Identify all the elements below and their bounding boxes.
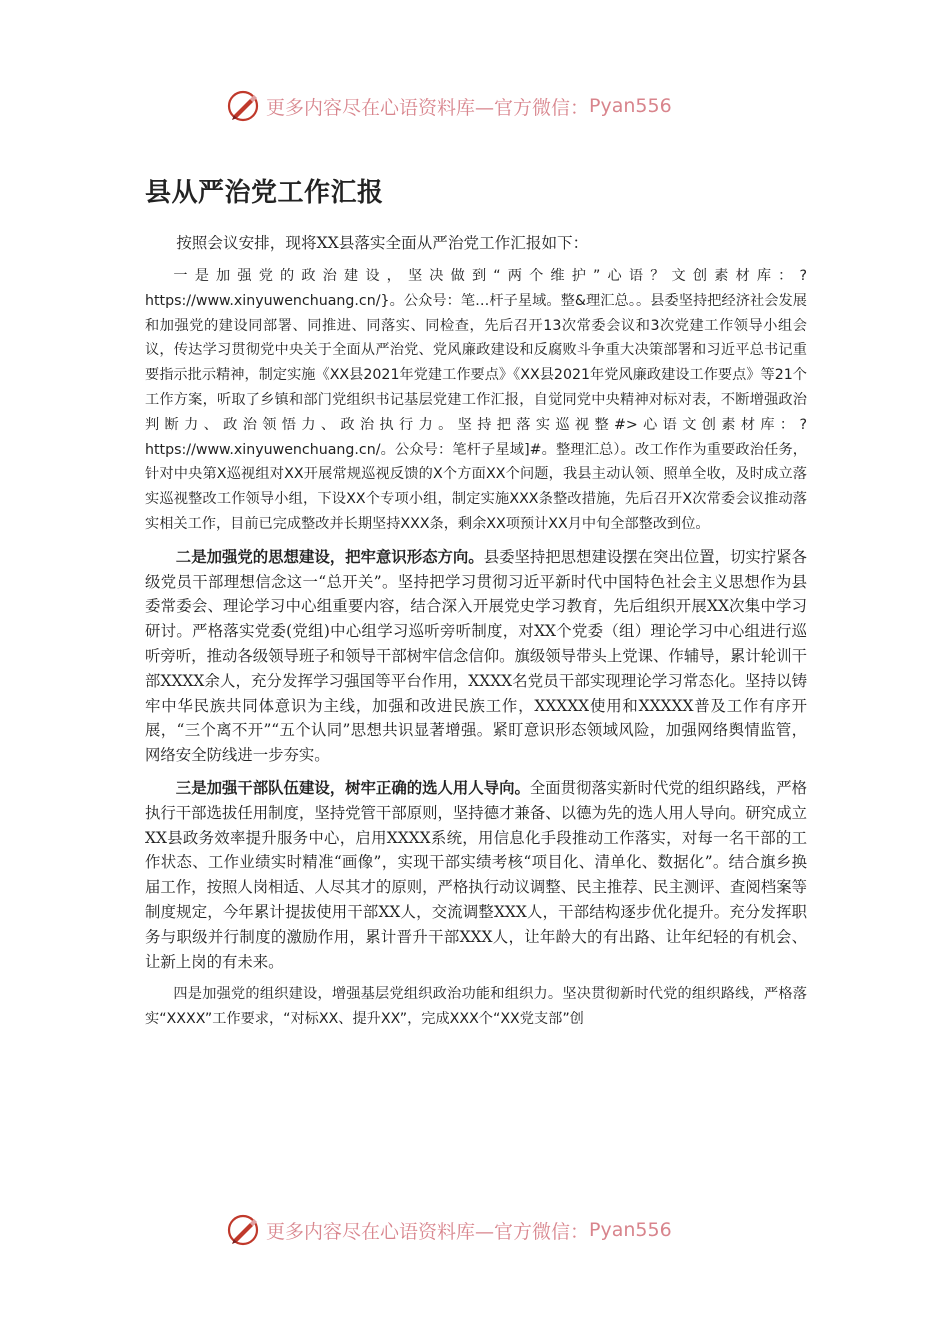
section-body-4: 四是加强党的组织建设，增强基层党组织政治功能和组织力。坚决贯彻新时代党的组织路线，严格落实“XXXX”工作要求，“对标XX、提升XX”，完成XXX个“XX党支部”创 bbox=[145, 986, 807, 1028]
watermark-text: 更多内容尽在心语资料库—官方微信： bbox=[266, 1220, 590, 1243]
pen-logo-icon bbox=[226, 89, 260, 123]
section-body-1: 一是加强党的政治建设，坚决做到“两个维护”心语？文创素材库：?https://www.xinyuwenchuang.cn/}。公众号：笔…杆子星域。整&理汇总。。县委坚持把经济社会发展和加强党的建设同部署、同推进、同落实、同检查，先后召开13次常委会议和3次党建工作领导小组会议，传达学习贯彻党中央关于全面从严治党、党风廉政建设和反腐败斗争重大决策部署和习近平总书记重要指示批示精神，制定实施《XX县2021年党建工作要点》《XX县2021年党风廉政建设工作要点》等21个工作方案，听取了乡镇和部门党组织书记基层党建工作汇报，自觉同党中央精神对标对表，不断增强政治判断力、政治领悟力、政治执行力。坚持把落实巡视整#>心语文创素材库：?https://www.xinyuwenchuang.cn/。公众号：笔杆子星域]#。整理汇总）。改工作作为重要政治任务，针对中央第X巡视组对XX开展常规巡视反馈的X个方面XX个问题，我县主动认领、照单全收，及时成立落实巡视整改工作领导小组，下设XX个专项小组，制定实施XXX条整改措施，先后召开X次常委会议推动落实相关工作，目前已完成整改并长期坚持XXX条，剩余XX项预计XX月中旬全部整改到位。 bbox=[145, 268, 807, 532]
section-paragraph-3 bbox=[145, 776, 807, 974]
section-paragraph-4 bbox=[145, 982, 807, 1032]
watermark-header bbox=[226, 86, 746, 126]
watermark-footer bbox=[226, 1210, 746, 1250]
section-lead-2: 二是加强党的思想建设，把牢意识形态方向。 bbox=[175, 547, 484, 566]
section-body-3: 全面贯彻落实新时代党的组织路线，严格执行干部选拔任用制度，坚持党管干部原则，坚持德才兼备、以德为先的选人用人导向。研究成立XX县政务效率提升服务中心，启用XXXX系统，用信息化手段推动工作落实，对每一名干部的工作状态、工作业绩实时精准“画像”，实现干部实绩考核“项目化、清单化、数据化”。结合旗乡换届工作，按照人岗相适、人尽其才的原则，严格执行动议调整、民主推荐、民主测评、查阅档案等制度规定，今年累计提拔使用干部XX人，交流调整XXX人，干部结构逐步优化提升。充分发挥职务与职级并行制度的激励作用，累计晋升干部XXX人，让年龄大的有出路、让年纪轻的有机会、让新上岗的有未来。 bbox=[145, 778, 807, 971]
watermark-handle: Pyan556 bbox=[589, 1219, 672, 1241]
section-paragraph-1 bbox=[145, 264, 807, 537]
section-lead-3: 三是加强干部队伍建设，树牢正确的选人用人导向。 bbox=[175, 778, 530, 797]
document-body bbox=[145, 172, 807, 1040]
section-body-2: 县委坚持把思想建设摆在突出位置，切实拧紧各级党员干部理想信念这一“总开关”。坚持把学习贯彻习近平新时代中国特色社会主义思想作为县委常委会、理论学习中心组重要内容，结合深入开展党史学习教育，先后组织开展XX次集中学习研讨。严格落实党委(党组)中心组学习巡听旁听制度，对XX个党委（组）理论学习中心组进行巡听旁听，推动各级领导班子和领导干部树牢信念信仰。旗级领导带头上党课、作辅导，累计轮训干部XXXX余人，充分发挥学习强国等平台作用，XXXX名党员干部实现理论学习常态化。坚持以铸牢中华民族共同体意识为主线，加强和改进民族工作，XXXXX使用和XXXXX普及工作有序开展，“三个离不开”“五个认同”思想共识显著增强。紧盯意识形态领域风险，加强网络舆情监管，网络安全防线进一步夯实。 bbox=[145, 547, 807, 765]
watermark-handle: Pyan556 bbox=[589, 95, 672, 117]
intro-paragraph: 按照会议安排，现将XX县落实全面从严治党工作汇报如下： bbox=[176, 234, 589, 252]
pen-logo-icon bbox=[226, 1213, 260, 1247]
watermark-text: 更多内容尽在心语资料库—官方微信： bbox=[266, 96, 590, 119]
document-title: 县从严治党工作汇报 bbox=[145, 178, 384, 208]
section-paragraph-2 bbox=[145, 545, 807, 768]
